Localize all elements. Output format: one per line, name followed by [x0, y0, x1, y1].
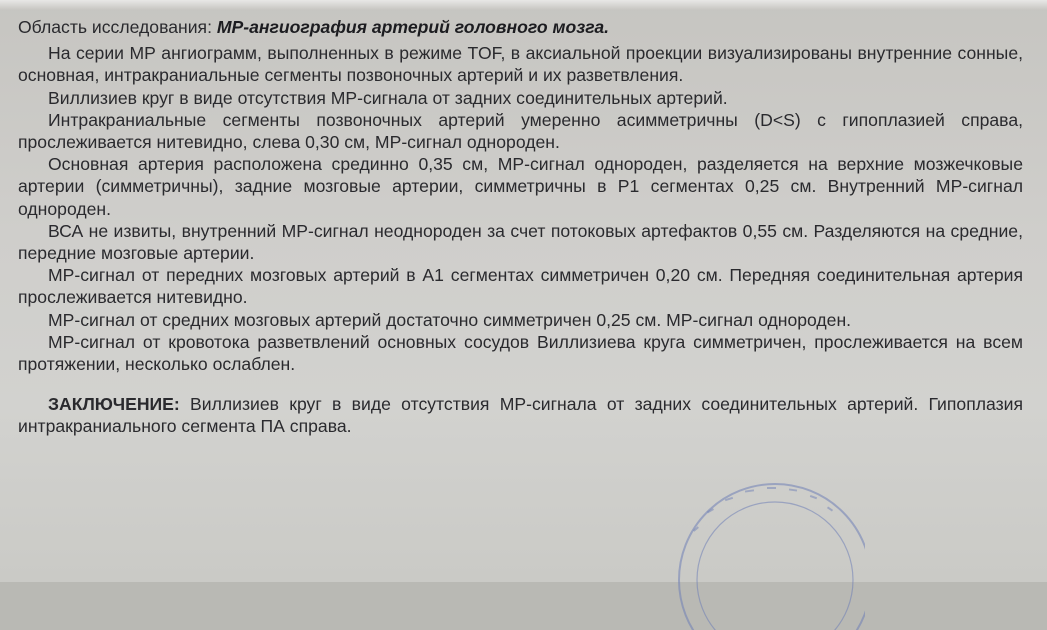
study-area-value: МР-ангиография артерий головного мозга. — [216, 17, 610, 37]
report-paragraph: Интракраниальные сегменты позвоночных артерий умеренно асимметричны (D<S) с гипоплазией справа, прослеживается нитевидно, слева 0,30 см, МР-сигнал однороден. — [18, 109, 1023, 153]
report-paragraph: ВСА не извиты, внутренний МР-сигнал неоднороден за счет потоковых артефактов 0,55 см. Разделяются на средние, передние мозговые артерии. — [18, 220, 1023, 264]
report-paragraph: Виллизиев круг в виде отсутствия МР-сигнала от задних соединительных артерий. — [48, 87, 728, 108]
report-paragraph: МР-сигнал от средних мозговых артерий достаточно симметричен 0,25 см. МР-сигнал однороден. — [48, 309, 852, 330]
report-paragraph: Основная артерия расположена срединно 0,35 см, МР-сигнал однороден, разделяется на верхние мозжечковые артерии (симметричны), задние мозговые артерии, симметричны в Р1 сегментах 0,25 см. Внутренний МР-сигнал однороден. — [18, 154, 1023, 219]
report-paragraph: На серии МР ангиограмм, выполненных в режиме TOF, в аксиальной проекции визуализированы внутренние сонные, основная, интракраниальные сегменты позвоночных артерий и их разветвления. — [18, 43, 1023, 86]
report-paragraph: МР-сигнал от передних мозговых артерий в А1 сегментах симметричен 0,20 см. Передняя соединительная артерия прослеживается нитевидно. — [18, 265, 1023, 308]
study-area-label: Область исследования: — [18, 17, 212, 37]
conclusion — [18, 393, 1023, 437]
seal-stamp — [645, 470, 865, 630]
study-area-line — [18, 16, 1023, 38]
report-paragraph: МР-сигнал от кровотока разветвлений основных сосудов Виллизиева круга симметричен, прослеживается на всем протяжении, несколько ослаблен. — [18, 331, 1023, 375]
conclusion-text: Виллизиев круг в виде отсутствия МР-сигнала от задних соединительных артерий. Гипоплазия интракраниального сегмента ПА справа. — [18, 394, 1023, 437]
conclusion-label: ЗАКЛЮЧЕНИЕ: — [48, 394, 180, 415]
scan-edge — [0, 0, 1047, 10]
